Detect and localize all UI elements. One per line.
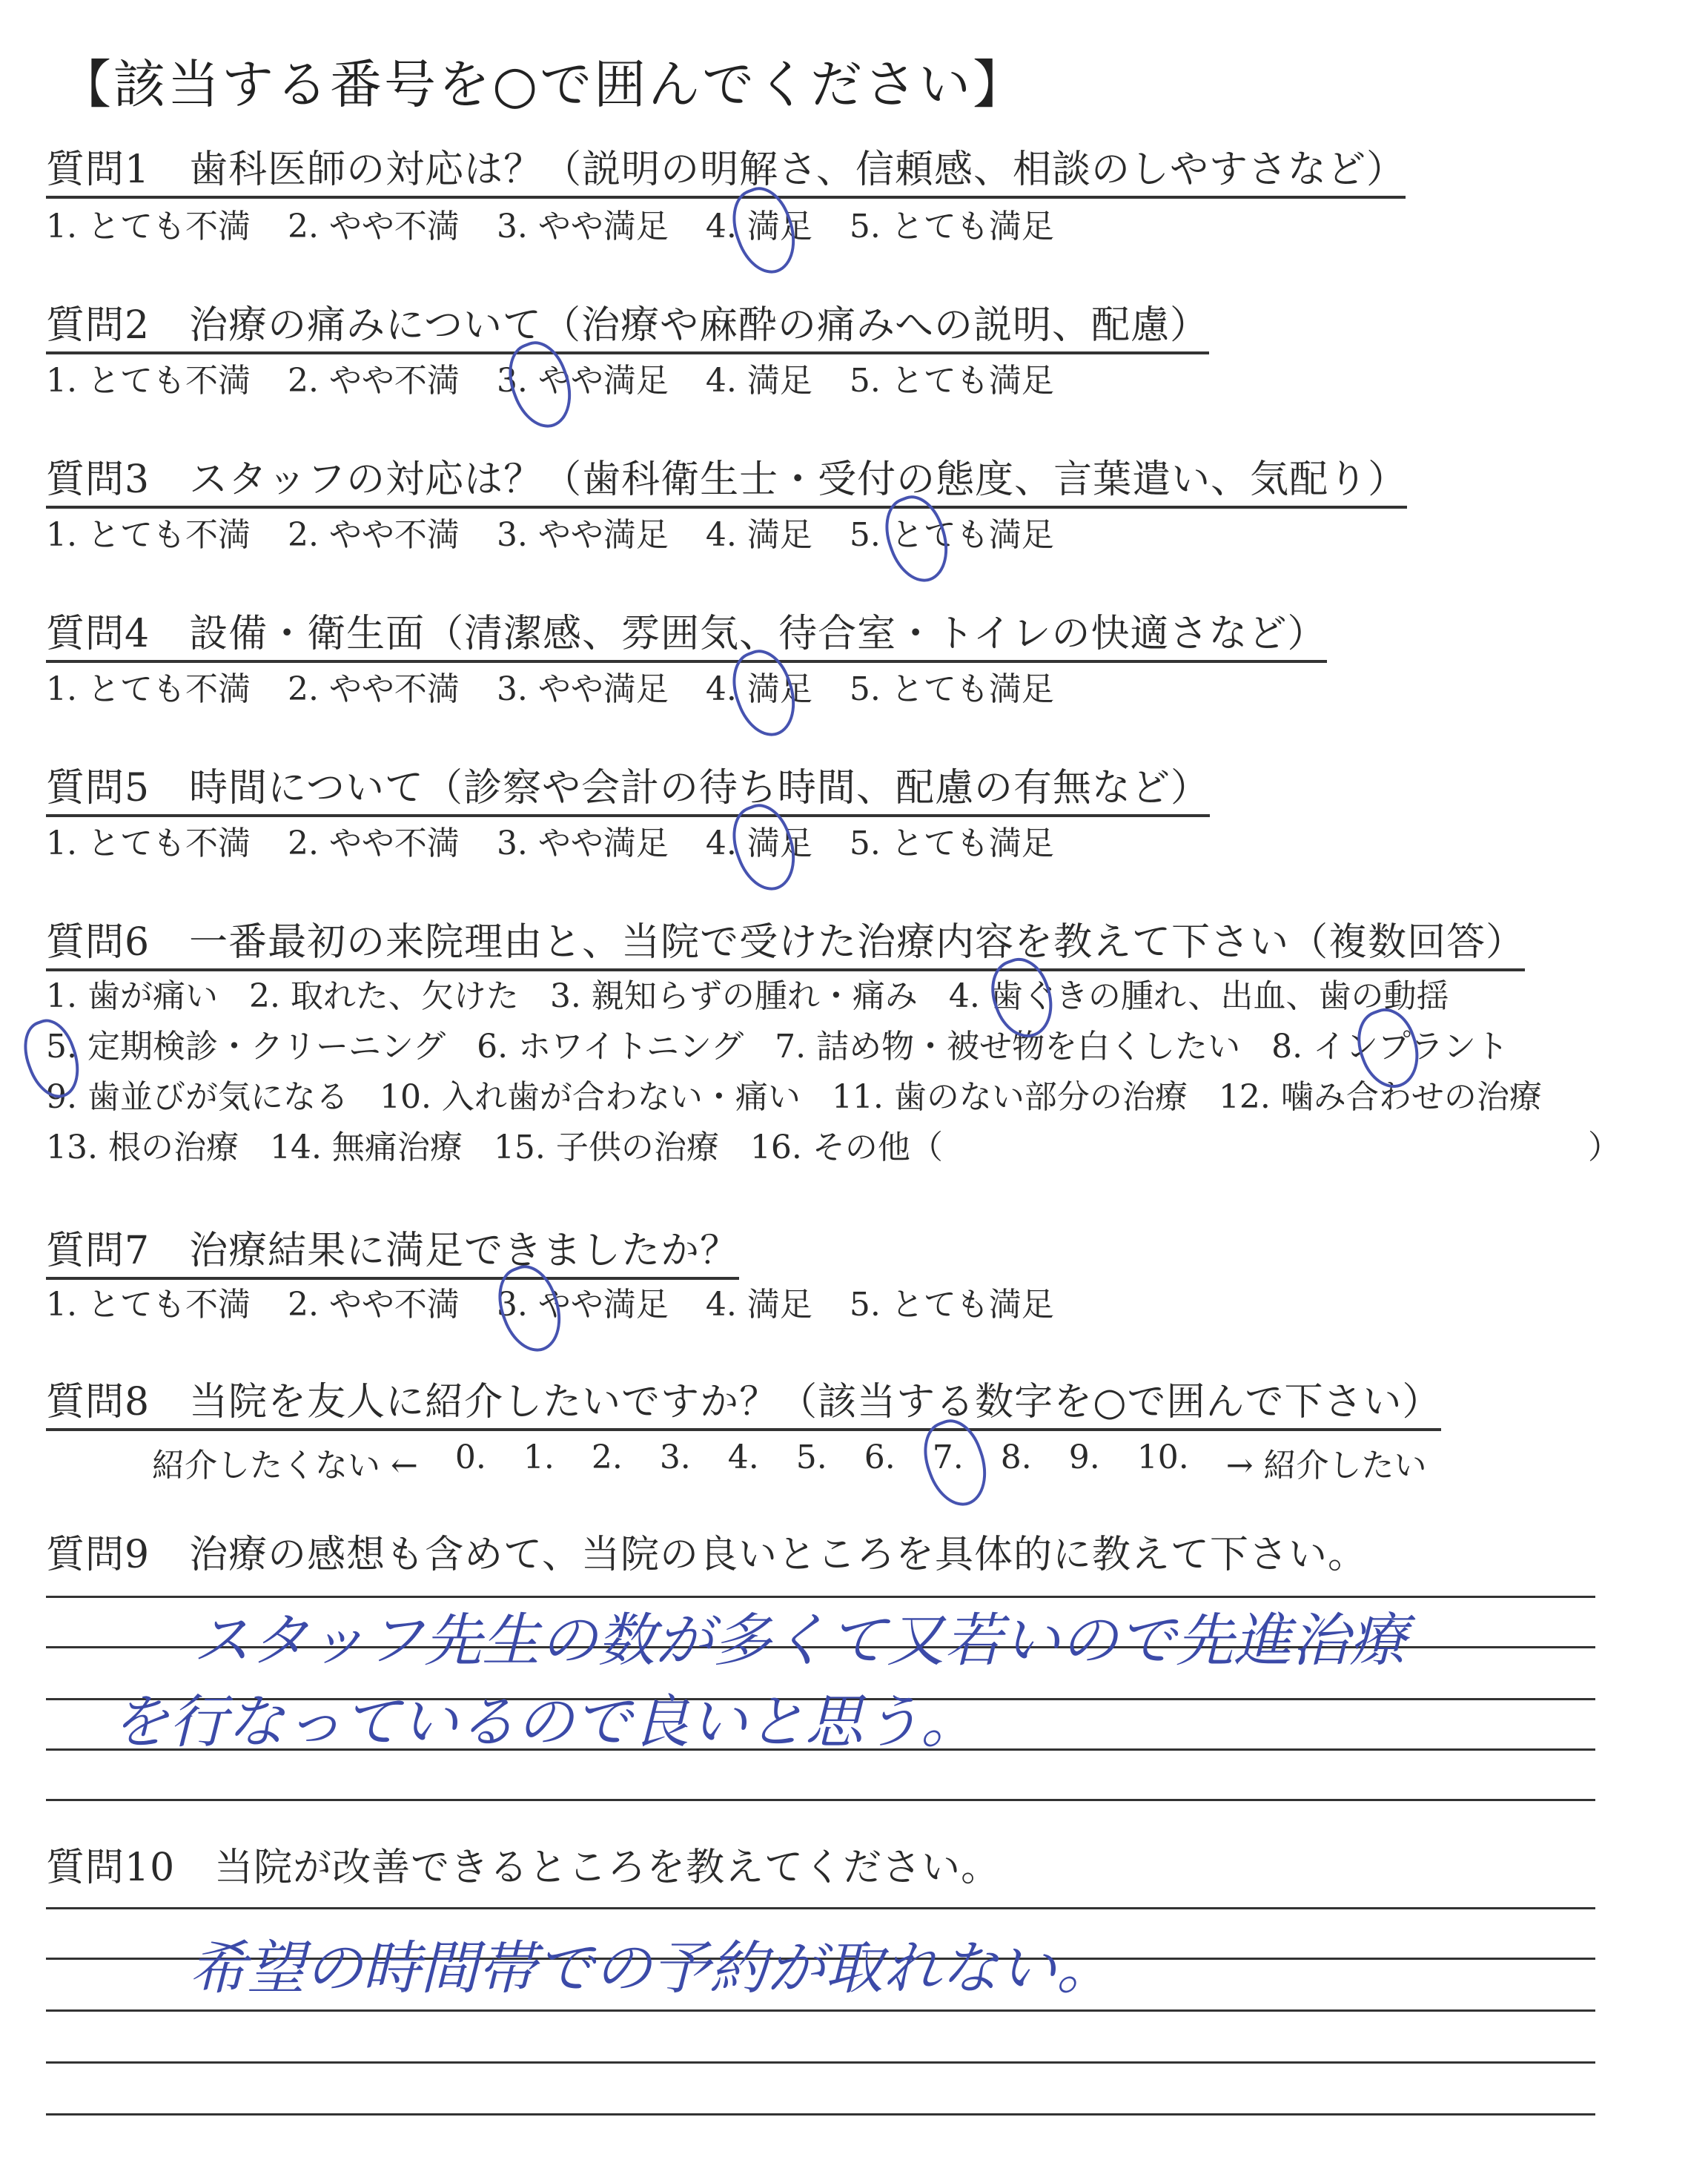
question-4-options [46,670,1054,710]
scale-value[interactable]: 5. [795,1439,827,1476]
option[interactable]: 5. とても満足 [849,208,1054,245]
option[interactable]: 2. やや不満 [287,825,460,862]
question-1-title: 質問1 歯科医師の対応は？（説明の明解さ、信頼感、相談のしやすさなど） [46,148,1406,199]
option-selected[interactable]: 4. 満足 [705,825,812,862]
question-6-options-row-2 [46,1028,1540,1067]
question-1-options [46,208,1054,247]
question-6-title: 質問6 一番最初の来院理由と、当院で受けた治療内容を教えて下さい（複数回答） [46,921,1525,971]
page-title: 【該当する番号を○で囲んでください】 [59,54,1027,115]
option[interactable]: 14. 無痛治療 [269,1129,463,1166]
option[interactable]: 2. 取れた、欠けた [248,977,519,1015]
option[interactable]: 2. やや不満 [287,670,460,708]
option[interactable]: 1. とても不満 [46,516,251,554]
option[interactable]: 1. とても不満 [46,670,251,708]
option[interactable]: 3. やや満足 [496,516,669,554]
recommend-scale [152,1439,1427,1486]
question-8-title: 質問8 当院を友人に紹介したいですか？（該当する数字を○で囲んで下さい） [46,1381,1441,1431]
option[interactable]: 1. とても不満 [46,825,251,862]
scale-value[interactable]: 4. [727,1439,759,1476]
scale-value[interactable]: 10. [1136,1439,1189,1476]
question-2-title: 質問2 治療の痛みについて（治療や麻酔の痛みへの説明、配慮） [46,304,1209,354]
option[interactable]: 4. 満足 [705,362,812,400]
option[interactable]: 10. 入れ歯が合わない・痛い [379,1078,801,1116]
other-close-paren: ） [1588,1129,1621,1166]
option[interactable]: 1. 歯が痛い [46,977,218,1015]
answer-line [46,1907,1595,1909]
option-selected[interactable]: 4. 満足 [705,670,812,708]
option[interactable]: 12. 噛み合わせの治療 [1218,1078,1542,1116]
scale-value[interactable]: 9. [1068,1439,1100,1476]
scale-low-label: 紹介したくない ← [152,1447,418,1484]
option[interactable]: 1. とても不満 [46,208,251,245]
option[interactable]: 15. 子供の治療 [493,1129,719,1166]
question-3-title: 質問3 スタッフの対応は？（歯科衛生士・受付の態度、言葉遣い、気配り） [46,458,1407,509]
question-6-options-row-4 [46,1129,1621,1168]
question-9-title: 質問9 治療の感想も含めて、当院の良いところを具体的に教えて下さい。 [46,1533,1368,1577]
option[interactable]: 11. 歯のない部分の治療 [831,1078,1188,1116]
scale-value[interactable]: 6. [864,1439,896,1476]
scale-high-label: → 紹介したい [1225,1447,1427,1484]
option-selected[interactable]: 3. やや満足 [496,1286,669,1324]
scale-value[interactable]: 3. [659,1439,691,1476]
option[interactable]: 1. とても不満 [46,1286,251,1324]
answer-line [46,2009,1595,2012]
handwritten-answer-line-1: 希望の時間帯での予約が取れない。 [189,1935,1115,2002]
option[interactable]: 7. 詰め物・被せ物を白くしたい [775,1028,1241,1066]
scale-value[interactable]: 1. [523,1439,555,1476]
option[interactable]: 13. 根の治療 [46,1129,239,1166]
option[interactable]: 3. やや満足 [496,825,669,862]
option[interactable]: 3. やや満足 [496,208,669,245]
option[interactable]: 2. やや不満 [287,362,460,400]
question-5-title: 質問5 時間について（診察や会計の待ち時間、配慮の有無など） [46,767,1210,817]
option[interactable]: 4. 満足 [705,1286,812,1324]
option[interactable]: 2. やや不満 [287,1286,460,1324]
handwritten-answer-line-1: スタッフ先生の数が多くて又若いので先進治療 [193,1608,1408,1674]
answer-line [46,2061,1595,2064]
handwritten-answer-line-2: を行なっているので良いと思う。 [111,1689,979,1756]
option[interactable]: 6. ホワイトニング [477,1028,744,1066]
scale-value[interactable]: 2. [591,1439,623,1476]
option[interactable]: 1. とても不満 [46,362,251,400]
option[interactable]: 2. やや不満 [287,208,460,245]
question-4-title: 質問4 設備・衛生面（清潔感、雰囲気、待合室・トイレの快適さなど） [46,612,1327,663]
option[interactable]: 5. とても満足 [849,825,1054,862]
question-5-options [46,825,1054,864]
option[interactable]: 3. やや満足 [496,670,669,708]
question-6-options-row-1 [46,977,1480,1017]
scale-value[interactable]: 8. [1000,1439,1032,1476]
option-selected[interactable]: 5. とても満足 [849,516,1054,554]
question-10-title: 質問10 当院が改善できるところを教えてください。 [46,1846,1001,1890]
option-selected[interactable]: 3. やや満足 [496,362,669,400]
option[interactable]: 4. 満足 [705,516,812,554]
question-7-title: 質問7 治療結果に満足できましたか？ [46,1229,739,1280]
option[interactable]: 3. 親知らずの腫れ・痛み [549,977,918,1015]
question-6-options-row-3 [46,1078,1573,1117]
option-selected[interactable]: 8. インプラント [1271,1028,1509,1066]
option-selected[interactable]: 4. 歯ぐきの腫れ、出血、歯の動揺 [948,977,1449,1015]
option[interactable]: 5. とても満足 [849,362,1054,400]
option[interactable]: 16. その他（ [749,1129,943,1166]
option-selected[interactable]: 5. 定期検診・クリーニング [46,1028,446,1066]
scale-value-selected[interactable]: 7. [932,1439,964,1476]
option[interactable]: 9. 歯並びが気になる [46,1078,348,1116]
scale-value[interactable]: 0. [454,1439,486,1476]
option[interactable]: 5. とても満足 [849,1286,1054,1324]
option[interactable]: 2. やや不満 [287,516,460,554]
answer-line [46,2113,1595,2116]
option-selected[interactable]: 4. 満足 [705,208,812,245]
option[interactable]: 5. とても満足 [849,670,1054,708]
answer-line [46,1799,1595,1801]
